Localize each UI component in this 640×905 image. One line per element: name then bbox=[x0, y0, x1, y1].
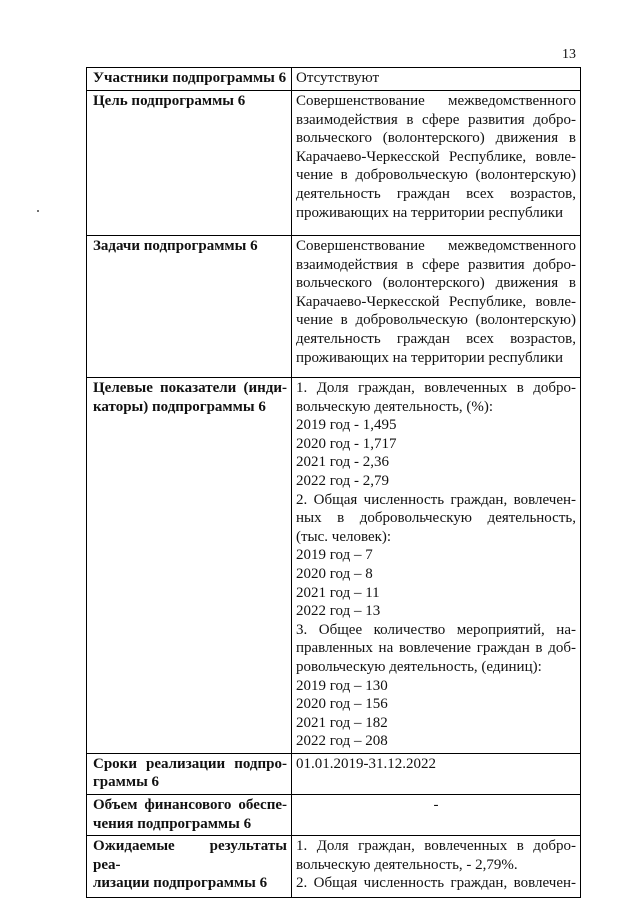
label-period bbox=[87, 753, 292, 794]
value-indicators bbox=[292, 378, 581, 754]
tasks-line: взаимодействия в сфере развития добро- bbox=[296, 256, 576, 273]
goal-line: чение в добровольческую (волонтерскую) bbox=[296, 167, 576, 184]
label-results bbox=[87, 836, 292, 898]
indicator-line: 2021 год – 182 bbox=[296, 714, 388, 731]
scan-speck bbox=[37, 210, 39, 212]
label-participants: Участники подпрограммы 6 bbox=[87, 68, 292, 91]
indicators-label-line: каторы) подпрограммы 6 bbox=[93, 398, 266, 415]
goal-line: Совершенствование межведомственного bbox=[296, 93, 576, 109]
tasks-line: деятельность граждан всех возрастов, bbox=[296, 330, 576, 347]
label-indicators bbox=[87, 378, 292, 754]
results-label-line: лизации подпрограммы 6 bbox=[93, 875, 268, 892]
results-line: 1. Доля граждан, вовлеченных в добро- bbox=[296, 838, 576, 855]
indicators-label-line: Целевые показатели (инди- bbox=[93, 380, 287, 396]
indicator-line: 2022 год – 13 bbox=[296, 603, 381, 620]
indicator-line: вольческую деятельность, (%): bbox=[296, 398, 494, 415]
results-label-line: Ожидаемые результаты реа- bbox=[93, 838, 287, 873]
tasks-line: вольческого (волонтерского) движения в bbox=[296, 275, 576, 292]
indicator-line: правленных на вовлечение граждан в доб- bbox=[296, 640, 576, 657]
tasks-line: Совершенствование межведомственного bbox=[296, 238, 576, 254]
label-goal: Цель подпрограммы 6 bbox=[87, 91, 292, 236]
indicator-line: 2021 год – 11 bbox=[296, 584, 380, 601]
goal-line: деятельность граждан всех возрастов, bbox=[296, 185, 576, 202]
financing-dash: - bbox=[433, 797, 439, 814]
results-line: вольческую деятельность, - 2,79%. bbox=[296, 856, 518, 873]
indicator-line: 2020 год – 156 bbox=[296, 696, 388, 713]
goal-line: проживающих на территории республики bbox=[296, 204, 564, 221]
row-results bbox=[87, 836, 581, 898]
tasks-line: Карачаево-Черкесской Республике, вовле- bbox=[296, 293, 576, 310]
value-period: 01.01.2019-31.12.2022 bbox=[292, 753, 581, 794]
goal-line: вольческого (волонтерского) движения в bbox=[296, 130, 576, 147]
row-financing bbox=[87, 795, 581, 836]
tasks-line: чение в добровольческую (волонтерскую) bbox=[296, 312, 576, 329]
financing-label-line: чения подпрограммы 6 bbox=[93, 815, 252, 832]
label-financing bbox=[87, 795, 292, 836]
indicator-line: 2020 год – 8 bbox=[296, 565, 373, 582]
value-participants: Отсутствуют bbox=[292, 68, 581, 91]
value-results bbox=[292, 836, 581, 898]
tasks-line: проживающих на территории республики bbox=[296, 349, 564, 366]
value-financing bbox=[292, 795, 581, 836]
subprogram-passport-table bbox=[86, 67, 581, 898]
row-period bbox=[87, 753, 581, 794]
value-goal bbox=[292, 91, 581, 236]
indicator-line: 2. Общая численность граждан, вовлечен- bbox=[296, 491, 576, 508]
row-indicators bbox=[87, 378, 581, 754]
indicator-line: 2022 год - 2,79 bbox=[296, 472, 389, 489]
indicator-line: 2022 год – 208 bbox=[296, 733, 388, 750]
value-tasks bbox=[292, 236, 581, 378]
indicator-line: 1. Доля граждан, вовлеченных в добро- bbox=[296, 380, 576, 396]
indicator-line: (тыс. человек): bbox=[296, 528, 392, 545]
indicator-line: 2020 год - 1,717 bbox=[296, 435, 397, 452]
goal-line: Карачаево-Черкесской Республике, вовле- bbox=[296, 148, 576, 165]
page-number: 13 bbox=[562, 47, 576, 62]
row-tasks bbox=[87, 236, 581, 378]
indicator-line: ных в добровольческую деятельность, bbox=[296, 510, 576, 527]
indicator-line: 3. Общее количество мероприятий, на- bbox=[296, 621, 576, 638]
label-tasks: Задачи подпрограммы 6 bbox=[87, 236, 292, 378]
indicator-line: 2019 год - 1,495 bbox=[296, 417, 397, 434]
results-line: 2. Общая численность граждан, вовлечен- bbox=[296, 875, 576, 892]
row-goal bbox=[87, 91, 581, 236]
period-label-line: граммы 6 bbox=[93, 774, 160, 791]
indicator-line: 2021 год - 2,36 bbox=[296, 454, 389, 471]
row-participants bbox=[87, 68, 581, 91]
financing-label-line: Объем финансового обеспе- bbox=[93, 797, 287, 814]
indicator-line: ровольческую деятельность, (единиц): bbox=[296, 658, 542, 675]
indicator-line: 2019 год – 130 bbox=[296, 677, 388, 694]
period-label-line: Сроки реализации подпро- bbox=[93, 755, 287, 772]
goal-line: взаимодействия в сфере развития добро- bbox=[296, 111, 576, 128]
indicator-line: 2019 год – 7 bbox=[296, 547, 373, 564]
